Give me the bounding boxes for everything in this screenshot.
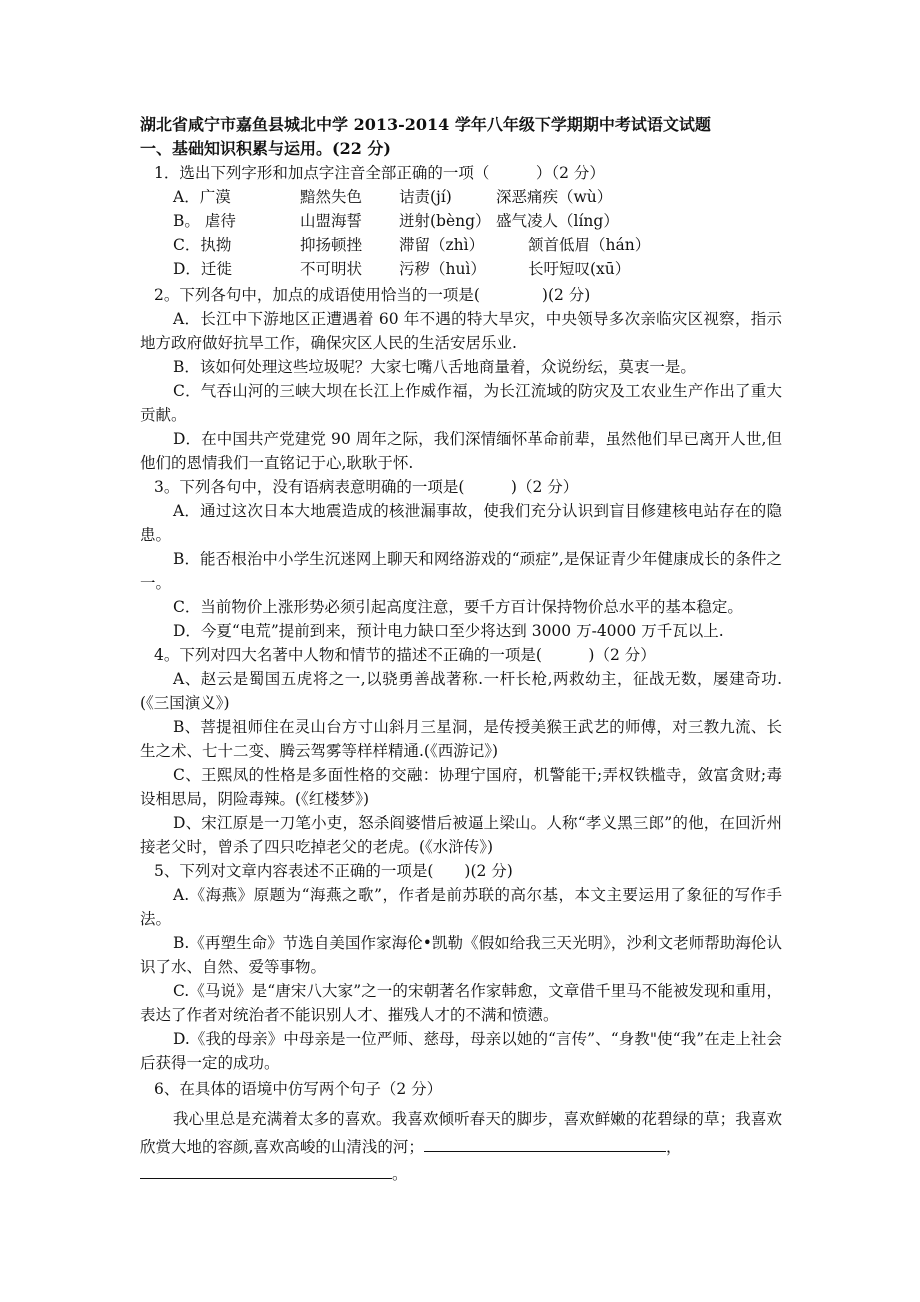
question-4-stem: 4。下列对四大名著中人物和情节的描述不正确的一项是( )（2 分） [154, 646, 656, 664]
q1-option-cell: 颔首低眉（hán） [528, 236, 651, 254]
q1-option-b [173, 209, 773, 233]
blank-line-1[interactable] [424, 1134, 666, 1152]
question-1-stem: 1．选出下列字形和加点字注音全部正确的一项（ ）（2 分） [154, 164, 605, 182]
q6-passage [140, 1105, 782, 1161]
q1-option-cell: A．广漠 [173, 188, 231, 206]
q6-passage-text: 我心里总是充满着太多的喜欢。我喜欢倾听春天的脚步，喜欢鲜嫩的花碧绿的草；我喜欢欣赏大地的容颜,喜欢高峻的山清浅的河； [140, 1110, 782, 1156]
q1-option-cell: 污秽（huì） [399, 260, 486, 278]
q5-option-d: D.《我的母亲》中母亲是一位严师、慈母，母亲以她的“言传”、“身教"使“我”在走上社会后获得一定的成功。 [140, 1030, 782, 1072]
question-3-stem: 3。下列各句中，没有语病表意明确的一项是( )（2 分） [154, 478, 579, 496]
q5-option-c: C.《马说》是“唐宋八大家”之一的宋朝著名作家韩愈，文章借千里马不能被发现和重用，表达了作者对统治者不能识别人才、摧残人才的不满和愤懑。 [140, 982, 782, 1024]
q4-option-b: B、菩提祖师住在灵山台方寸山斜月三星洞，是传授美猴王武艺的师傅，对三教九流、长生之术、七十二变、腾云驾雾等样样精通.(《西游记》) [140, 718, 782, 760]
q5-option-b: B.《再塑生命》节选自美国作家海伦•凯勒《假如给我三天光明》，沙利文老师帮助海伦认识了水、自然、爱等事物。 [140, 934, 782, 976]
q1-option-cell: 不可明状 [300, 260, 363, 278]
q1-option-cell: 盛气凌人（líng） [496, 212, 619, 230]
q1-option-c [173, 233, 773, 257]
q1-option-cell: 长吁短叹(xū） [528, 260, 631, 278]
question-6-stem: 6、在具体的语境中仿写两个句子（2 分） [154, 1080, 443, 1098]
q6-second-line [140, 1161, 408, 1186]
q1-option-cell: D．迁徙 [173, 260, 232, 278]
q1-option-cell: 黯然失色 [300, 188, 363, 206]
q1-option-cell: 深恶痛疾（wù） [496, 188, 613, 206]
q1-option-cell: 诘责(jí) [399, 188, 452, 206]
q1-option-cell: 抑扬顿挫 [300, 236, 363, 254]
q3-option-a: A．通过这次日本大地震造成的核泄漏事故，使我们充分认识到盲目修建核电站存在的隐患。 [140, 502, 782, 544]
q3-option-b: B．能否根治中小学生沉迷网上聊天和网络游戏的“顽症”,是保证青少年健康成长的条件之一。 [140, 550, 782, 592]
q1-option-cell: 滞留（zhì） [399, 236, 485, 254]
q4-option-c: C、王熙凤的性格是多面性格的交融：协理宁国府，机警能干;弄权铁槛寺，敛富贪财;毒设相思局，阴险毒辣。(《红楼梦》) [140, 766, 782, 808]
q1-option-cell: B。 虐待 [173, 212, 236, 230]
question-5-stem: 5、下列对文章内容表述不正确的一项是( )(2 分) [154, 862, 513, 880]
exam-title: 湖北省咸宁市嘉鱼县城北中学 2013-2014 学年八年级下学期期中考试语文试题 [140, 115, 711, 134]
q6-separator: ， [665, 1138, 682, 1156]
q2-option-b: B．该如何处理这些垃圾呢？大家七嘴八舌地商量着，众说纷纭，莫衷一是。 [173, 358, 696, 376]
q6-end-mark: 。 [392, 1165, 408, 1183]
section-heading: 一、基础知识积累与运用。(22 分) [140, 139, 391, 158]
q4-option-a: A、赵云是蜀国五虎将之一,以骁勇善战著称.一杆长枪,两救幼主，征战无数，屡建奇功.(《三国演义》) [140, 670, 782, 712]
q1-option-a [173, 185, 773, 209]
q2-option-a: A．长江中下游地区正遭遇着 60 年不遇的特大旱灾，中央领导多次亲临灾区视察，指示地方政府做好抗旱工作，确保灾区人民的生活安居乐业. [140, 310, 782, 352]
q3-option-c: C．当前物价上涨形势必须引起高度注意，要千方百计保持物价总水平的基本稳定。 [173, 598, 743, 616]
q5-option-a: A.《海燕》原题为“海燕之歌”，作者是前苏联的高尔基，本文主要运用了象征的写作手法。 [140, 886, 782, 928]
q2-option-d: D．在中国共产党建党 90 周年之际，我们深情缅怀革命前辈，虽然他们早已离开人世,但他们的恩情我们一直铭记于心,耿耿于怀. [140, 430, 782, 472]
blank-line-2[interactable] [140, 1161, 392, 1179]
q1-option-cell: C．执拗 [173, 236, 232, 254]
q4-option-d: D、宋江原是一刀笔小吏，怒杀阎婆惜后被逼上梁山。人称“孝义黑三郎”的他，在回沂州接老父时，曾杀了四只吃掉老父的老虎。(《水浒传》) [140, 814, 782, 856]
question-2-stem: 2。下列各句中，加点的成语使用恰当的一项是( )(2 分) [154, 286, 591, 304]
q1-option-cell: 迸射(bèng） [399, 212, 491, 230]
q3-option-d: D．今夏“电荒”提前到来，预计电力缺口至少将达到 3000 万-4000 万千瓦以上. [173, 622, 724, 640]
q1-option-d [173, 257, 773, 281]
q2-option-c: C．气吞山河的三峡大坝在长江上作威作福，为长江流域的防灾及工农业生产作出了重大贡献。 [140, 382, 782, 424]
q1-option-cell: 山盟海誓 [300, 212, 363, 230]
